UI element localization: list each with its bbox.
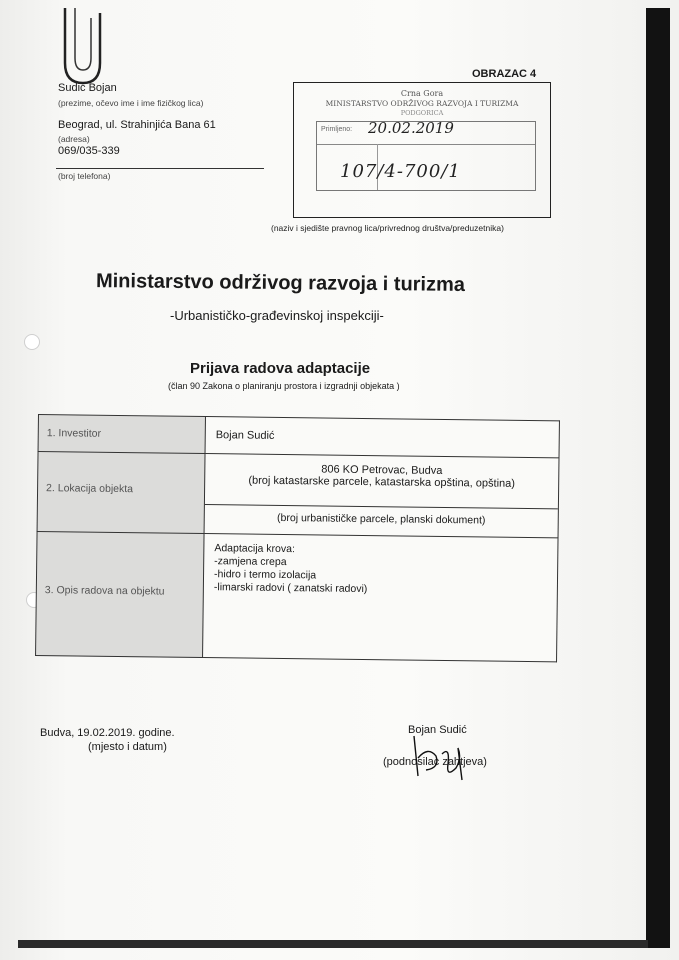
applicant-phone: 069/035-339 <box>58 145 120 157</box>
paper-clip-icon <box>55 8 105 88</box>
signature-image <box>398 728 478 786</box>
place-date: Budva, 19.02.2019. godine. <box>40 727 175 739</box>
ministry-title: Ministarstvo održivog razvoja i turizma <box>95 270 466 296</box>
location-caption: (broj katastarske parcele, katastarska opština, opština) <box>205 474 558 509</box>
document-subtitle: (član 90 Zakona o planiranju prostora i izgradnji objekata ) <box>168 381 400 391</box>
urban-parcel-caption: (broj urbanističke parcele, planski dokument) <box>276 511 486 527</box>
stamp-date: 20.02.2019 <box>368 119 454 137</box>
table-row <box>36 531 558 661</box>
location-label: 2. Lokacija objekta <box>37 452 205 534</box>
works-line-4: -limarski radovi ( zanatski radovi) <box>213 581 368 596</box>
ministry-subtitle: -Urbanističko-građevinskoj inspekciji- <box>170 308 384 323</box>
works-line-1: Adaptacija krova: <box>214 542 295 556</box>
works-line-2: -zamjena crepa <box>214 555 287 569</box>
signer-caption: (podnosilac zahtjeva) <box>383 756 487 768</box>
works-label: 3. Opis radova na objektu <box>36 531 205 657</box>
form-code: OBRAZAC 4 <box>472 68 537 80</box>
recipient-caption: (naziv i sjedište pravnog lica/privrednog društva/preduzetnika) <box>271 223 504 233</box>
stamp-line1: Crna Gora <box>400 89 444 98</box>
scan-edge-bottom <box>18 940 648 948</box>
place-date-caption: (mjesto i datum) <box>88 741 167 753</box>
investor-value: Bojan Sudić <box>205 417 559 458</box>
investor-label: 1. Investitor <box>38 415 205 454</box>
works-line-3: -hidro i termo izolacija <box>213 568 317 582</box>
location-value: 806 KO Petrovac, Budva <box>321 463 443 477</box>
stamp-line3: PODGORICA <box>400 109 444 117</box>
stamp-number: 107/4-700/1 <box>340 161 461 182</box>
applicant-divider <box>56 168 264 169</box>
applicant-name-caption: (prezime, očevo ime i ime fizičkog lica) <box>58 98 204 108</box>
applicant-phone-caption: (broj telefona) <box>58 171 111 181</box>
stamp-row-label: Primljeno: <box>321 126 353 133</box>
application-table <box>35 414 560 662</box>
registry-stamp <box>293 82 551 218</box>
table-row <box>37 452 559 538</box>
table-row <box>38 415 559 458</box>
document-title: Prijava radova adaptacije <box>190 360 371 377</box>
punch-hole-top <box>24 334 40 350</box>
applicant-address: Beograd, ul. Strahinjića Bana 61 <box>58 119 216 131</box>
signer-name: Bojan Sudić <box>408 724 467 736</box>
scan-edge-right <box>646 8 670 948</box>
applicant-name: Sudić Bojan <box>58 82 117 94</box>
applicant-address-caption: (adresa) <box>58 134 90 144</box>
stamp-line2: MINISTARSTVO ODRŽIVOG RAZVOJA I TURIZMA <box>325 99 519 108</box>
